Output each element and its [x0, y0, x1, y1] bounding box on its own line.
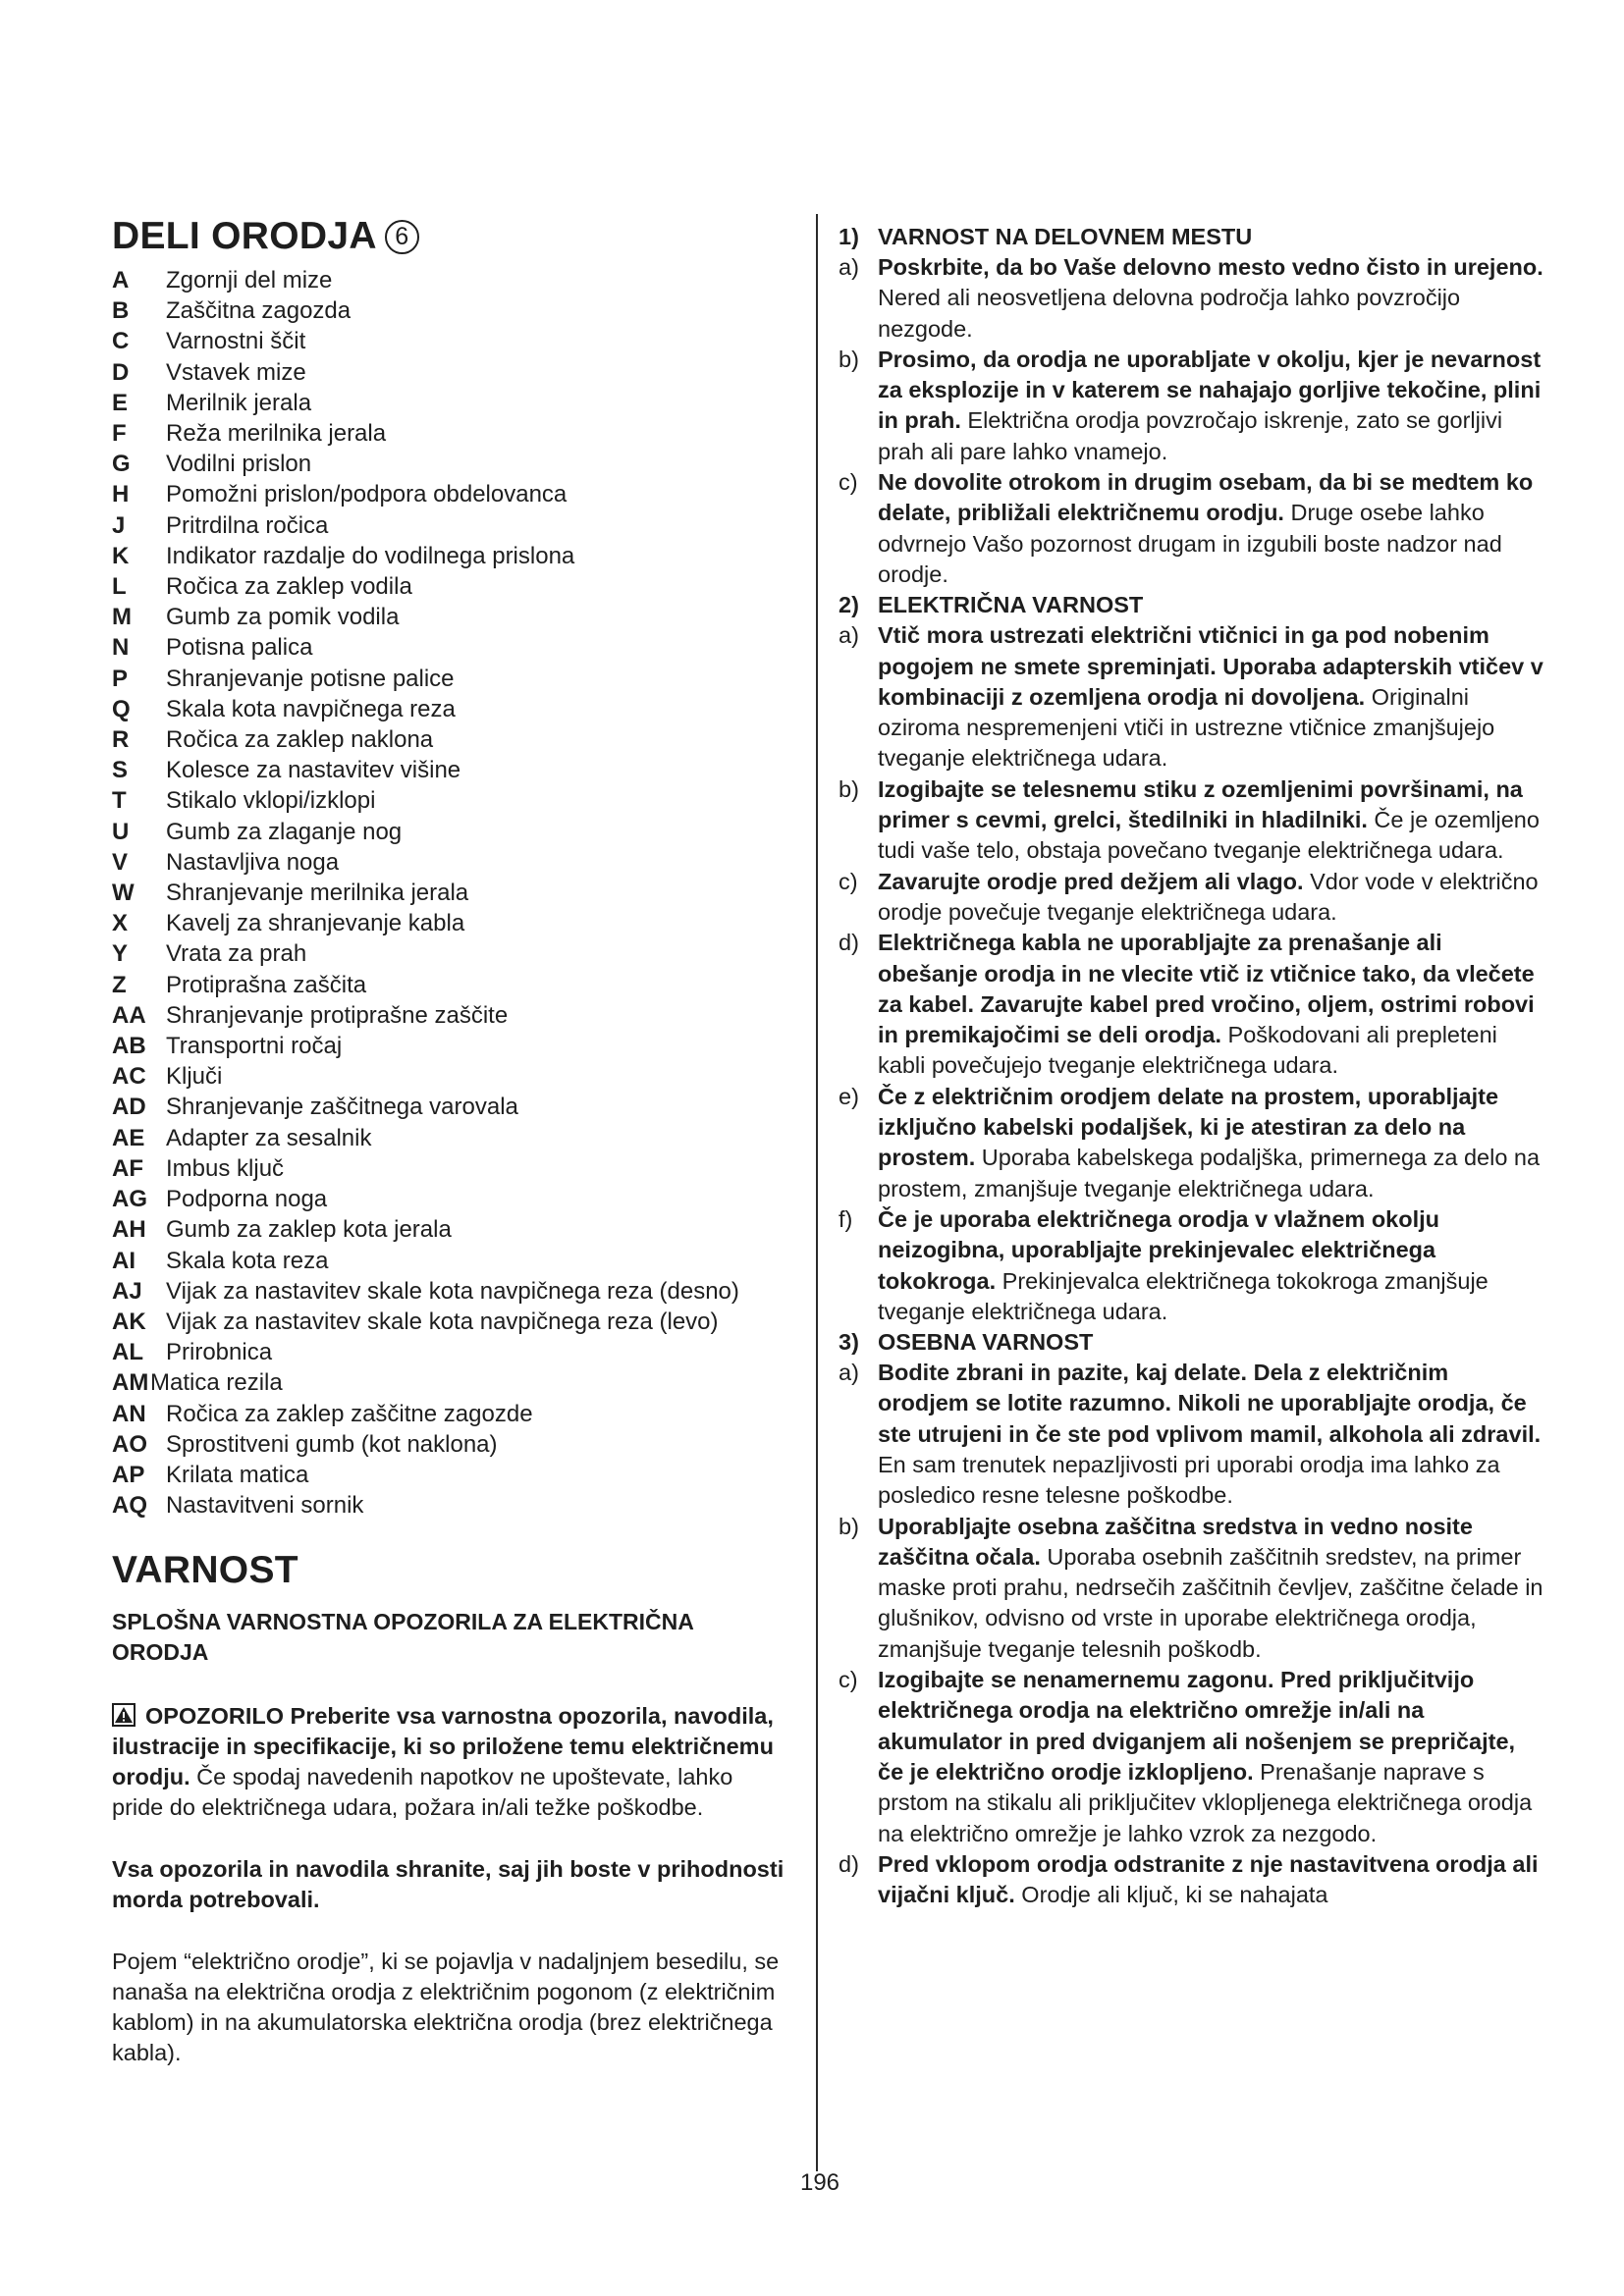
- section-number: 1): [839, 224, 859, 249]
- part-key: AE: [112, 1124, 145, 1151]
- part-item: [112, 388, 789, 418]
- part-key: B: [112, 297, 130, 325]
- item-bold-text: Če z električnim orodjem delate na prostem, uporabljajte izključno kabelski podaljšek, ki je atestiran za delo na prostem.: [878, 1083, 1499, 1171]
- part-key: M: [112, 604, 132, 631]
- part-label: Imbus ključ: [166, 1154, 285, 1182]
- part-label: Shranjevanje potisne palice: [166, 665, 455, 692]
- part-label: Indikator razdalje do vodilnega prislona: [166, 542, 575, 569]
- part-item: [112, 908, 789, 938]
- item-text: [878, 1665, 1545, 1849]
- part-item: [112, 724, 789, 755]
- safety-item: [839, 345, 1545, 467]
- item-text: [878, 1849, 1545, 1911]
- part-key: AN: [112, 1400, 146, 1427]
- part-label: Shranjevanje merilnika jerala: [166, 880, 469, 907]
- part-item: [112, 479, 789, 509]
- part-label: Vodilni prislon: [166, 451, 312, 478]
- part-key: A: [112, 267, 130, 294]
- item-normal-text: Uporaba kabelskega podaljška, primernega za delo na prostem, zmanjšuje tveganje električnega udara.: [878, 1145, 1541, 1201]
- section-number: 3): [839, 1329, 859, 1356]
- part-item: [112, 265, 789, 295]
- column-divider: [816, 214, 818, 2171]
- part-label: Ročica za zaklep zaščitne zagozde: [166, 1400, 533, 1427]
- part-label: Pritrdilna ročica: [166, 511, 329, 539]
- page-number: 196: [799, 2169, 840, 2196]
- part-label: Gumb za zaklep kota jerala: [166, 1216, 452, 1244]
- safety-heading: VARNOST: [112, 1549, 298, 1592]
- part-item: [112, 1367, 789, 1398]
- part-item: [112, 1490, 789, 1521]
- item-letter: c): [839, 1667, 858, 1693]
- part-key: Y: [112, 940, 129, 968]
- part-item: [112, 970, 789, 1000]
- part-label: Nastavljiva noga: [166, 848, 340, 876]
- part-item: [112, 1092, 789, 1122]
- part-item: [112, 847, 789, 878]
- part-item: [112, 1460, 789, 1490]
- item-normal-text: Nered ali neosvetljena delovna področja lahko povzročijo nezgode.: [878, 285, 1461, 342]
- part-label: Nastavitveni sornik: [166, 1492, 364, 1520]
- part-item: [112, 449, 789, 479]
- item-bold-text: Uporabljajte osebna zaščitna sredstva in vedno nosite zaščitna očala.: [878, 1513, 1473, 1570]
- part-label: Varnostni ščit: [166, 328, 306, 355]
- part-label: Merilnik jerala: [166, 389, 312, 416]
- item-letter: b): [839, 346, 859, 372]
- part-item: [112, 755, 789, 785]
- term-definition-note: Pojem “električno orodje”, ki se pojavlja v nadaljnjem besedilu, se nanaša na električna orodja z električnim pogonom (z električnim kablom) in na akumulatorska električna orodja (brez električnega kabla).: [112, 1949, 780, 2066]
- part-item: [112, 1307, 789, 1337]
- item-bold-text: Izogibajte se telesnemu stiku z ozemljenimi površinami, na primer s cevmi, grelci, štedilniki in hladilniki.: [878, 775, 1523, 833]
- part-key: S: [112, 757, 129, 784]
- item-text: [878, 1512, 1545, 1665]
- part-item: [112, 541, 789, 571]
- part-label: Vstavek mize: [166, 358, 306, 386]
- part-key: AP: [112, 1461, 145, 1488]
- safety-item: [839, 1204, 1545, 1327]
- item-text: [878, 345, 1545, 467]
- part-item: [112, 694, 789, 724]
- warning-normal-text: Če spodaj navedenih napotkov ne upoštevate, lahko pride do električnega udara, požara in/ali težke poškodbe.: [112, 1764, 733, 1821]
- item-normal-text: Prekinjevalca električnega tokokroga zmanjšuje tveganje električnega udara.: [878, 1267, 1489, 1324]
- part-item: [112, 1276, 789, 1307]
- part-label: Gumb za zlaganje nog: [166, 818, 403, 845]
- part-label: Podporna noga: [166, 1186, 328, 1213]
- part-key: W: [112, 880, 135, 907]
- item-letter: b): [839, 1513, 859, 1539]
- part-key: T: [112, 787, 127, 815]
- part-item: [112, 1153, 789, 1184]
- item-text: [878, 1358, 1545, 1511]
- part-item: [112, 571, 789, 602]
- part-item: [112, 664, 789, 694]
- part-item: [112, 510, 789, 541]
- part-item: [112, 295, 789, 326]
- part-key: R: [112, 726, 130, 754]
- item-normal-text: Vdor vode v električno orodje povečuje tveganje električnega udara.: [878, 868, 1539, 925]
- part-label: Sprostitveni gumb (kot naklona): [166, 1430, 498, 1458]
- part-label: Transportni ročaj: [166, 1033, 343, 1060]
- item-text: [878, 1204, 1545, 1327]
- part-label: Prirobnica: [166, 1339, 273, 1366]
- part-key: AO: [112, 1430, 147, 1458]
- item-text: [878, 1082, 1545, 1204]
- item-text: [878, 252, 1545, 345]
- part-key: V: [112, 848, 129, 876]
- item-normal-text: Prenašanje naprave s prstom na stikalu ali priključitev vklopljenega električnega orodja na električno omrežje je lahko vzrok za nezgodo.: [878, 1758, 1533, 1846]
- part-key: C: [112, 328, 130, 355]
- part-label: Shranjevanje protiprašne zaščite: [166, 1001, 509, 1029]
- item-bold-text: Ne dovolite otrokom in drugim osebam, da bi se medtem ko delate, približali električnemu orodju.: [878, 469, 1534, 526]
- part-label: Kavelj za shranjevanje kabla: [166, 910, 465, 937]
- item-letter: d): [839, 930, 859, 956]
- part-item: [112, 1214, 789, 1245]
- part-key: AB: [112, 1033, 146, 1060]
- item-bold-text: Prosimo, da orodja ne uporabljate v okolju, kjer je nevarnost za eksplozije in v katerem se nahajajo gorljive tekočine, plini in prah.: [878, 346, 1542, 434]
- item-bold-text: Če je uporaba električnega orodja v vlažnem okolju neizogibna, uporabljajte prekinjevalec električnega tokokroga.: [878, 1205, 1440, 1294]
- part-label: Skala kota navpičnega reza: [166, 695, 456, 722]
- part-key: AK: [112, 1308, 146, 1335]
- item-bold-text: Izogibajte se nenamernemu zagonu. Pred priključitvijo električnega orodja na električno omrežje in/ali na akumulator in pred dviganjem ali nošenjem se prepričajte, če je električno orodje izklopljeno.: [878, 1667, 1516, 1785]
- part-label: Pomožni prislon/podpora obdelovanca: [166, 481, 568, 508]
- item-normal-text: Če je ozemljeno tudi vaše telo, obstaja povečano tveganje električnega udara.: [878, 807, 1540, 864]
- item-normal-text: Orodje ali ključ, ki se nahajata: [1014, 1882, 1328, 1908]
- safety-item: [839, 1849, 1545, 1911]
- safety-item: [839, 1512, 1545, 1665]
- part-label: Skala kota reza: [166, 1247, 329, 1274]
- part-key: AH: [112, 1216, 146, 1244]
- item-letter: a): [839, 254, 859, 280]
- section-title: ELEKTRIČNA VARNOST: [878, 592, 1144, 618]
- right-column: [839, 222, 1545, 1910]
- part-label: Zaščitna zagozda: [166, 297, 352, 325]
- item-normal-text: Originalni oziroma nespremenjeni vtiči in ustrezne vtičnice zmanjšujejo tveganje električnega udara.: [878, 683, 1495, 772]
- safety-item: [839, 774, 1545, 867]
- part-key: AF: [112, 1154, 143, 1182]
- part-key: G: [112, 451, 131, 478]
- part-key: H: [112, 481, 130, 508]
- warning-triangle-icon: [112, 1703, 135, 1727]
- part-label: Stikalo vklopi/izklopi: [166, 787, 376, 815]
- item-text: [878, 867, 1545, 929]
- part-item: [112, 1184, 789, 1214]
- item-bold-text: Vtič mora ustrezati električni vtičnici in ga pod nobenim pogojem ne smete spreminjati. Uporaba adapterskih vtičev v kombinaciji z ozemljena orodja ni dovoljena.: [878, 622, 1543, 710]
- item-letter: a): [839, 1360, 859, 1386]
- section-heading: [839, 1327, 1545, 1358]
- part-item: [112, 632, 789, 663]
- warning-paragraph: [112, 1701, 789, 1823]
- item-bold-text: Poskrbite, da bo Vaše delovno mesto vedno čisto in urejeno.: [878, 254, 1543, 280]
- part-key: AJ: [112, 1277, 142, 1305]
- part-item: [112, 1031, 789, 1061]
- part-key: AC: [112, 1063, 146, 1091]
- part-item: [112, 938, 789, 969]
- part-key: AD: [112, 1094, 146, 1121]
- warning-bold-text: OPOZORILO Preberite vsa varnostna opozorila, navodila, ilustracije in specifikacije, ki so priložene temu električnemu orodju.: [112, 1703, 774, 1790]
- part-label: Vijak za nastavitev skale kota navpičnega reza (desno): [166, 1277, 739, 1305]
- item-letter: c): [839, 868, 858, 894]
- item-text: [878, 928, 1545, 1081]
- part-label: Vrata za prah: [166, 940, 307, 968]
- parts-list: [112, 265, 789, 1521]
- part-label: Potisna palica: [166, 634, 313, 662]
- figure-ref-badge: 6: [385, 220, 419, 254]
- part-key: U: [112, 818, 130, 845]
- item-letter: b): [839, 775, 859, 802]
- section-title: OSEBNA VARNOST: [878, 1329, 1094, 1356]
- safety-item: [839, 620, 1545, 774]
- part-key: N: [112, 634, 130, 662]
- safety-item: [839, 1665, 1545, 1849]
- section-title: VARNOST NA DELOVNEM MESTU: [878, 224, 1253, 249]
- general-warnings-heading: SPLOŠNA VARNOSTNA OPOZORILA ZA ELEKTRIČNA ORODJA: [112, 1609, 694, 1666]
- part-key: F: [112, 420, 127, 448]
- part-key: AI: [112, 1247, 135, 1274]
- part-label: Vijak za nastavitev skale kota navpičnega reza (levo): [166, 1308, 719, 1335]
- part-item: [112, 785, 789, 816]
- section-number: 2): [839, 592, 859, 618]
- parts-heading-text: DELI ORODJA: [112, 215, 377, 257]
- part-label: Reža merilnika jerala: [166, 420, 387, 448]
- part-label: Ročica za zaklep vodila: [166, 573, 412, 601]
- safety-item: [839, 252, 1545, 345]
- safety-item: [839, 467, 1545, 590]
- part-label: Kolesce za nastavitev višine: [166, 757, 461, 784]
- part-item: [112, 1000, 789, 1031]
- part-label: Shranjevanje zaščitnega varovala: [166, 1094, 518, 1121]
- item-normal-text: Uporaba osebnih zaščitnih sredstev, na primer maske proti prahu, nedrsečih zaščitnih čevljev, zaščitne čelade in glušnikov, odvisno od vrste in uporabe električnega orodja, zmanjšuje tveganje telesnih poškodb.: [878, 1543, 1543, 1662]
- part-label: Adapter za sesalnik: [166, 1124, 372, 1151]
- part-item: [112, 326, 789, 356]
- part-key: L: [112, 573, 127, 601]
- part-key: D: [112, 358, 130, 386]
- part-key: P: [112, 665, 129, 692]
- part-item: [112, 1399, 789, 1429]
- item-letter: c): [839, 469, 858, 496]
- part-label: Krilata matica: [166, 1461, 309, 1488]
- safety-item: [839, 867, 1545, 929]
- item-bold-text: Bodite zbrani in pazite, kaj delate. Dela z električnim orodjem se lotite razumno. Nikoli ne uporabljajte orodja, če ste utrujeni in če ste pod vplivom mamil, alkohola ali zdravil.: [878, 1360, 1542, 1447]
- item-normal-text: Poškodovani ali prepleteni kabli povečujejo tveganje električnega udara.: [878, 1022, 1497, 1079]
- item-letter: e): [839, 1083, 859, 1109]
- part-item: [112, 1429, 789, 1460]
- part-key: J: [112, 511, 126, 539]
- item-letter: a): [839, 622, 859, 649]
- part-label: Ročica za zaklep naklona: [166, 726, 434, 754]
- part-key: AM: [112, 1369, 149, 1397]
- item-letter: f): [839, 1205, 853, 1232]
- save-instructions-note: Vsa opozorila in navodila shranite, saj jih boste v prihodnosti morda potrebovali.: [112, 1856, 785, 1913]
- part-label: Matica rezila: [150, 1369, 283, 1397]
- part-item: [112, 817, 789, 847]
- part-key: AL: [112, 1339, 143, 1366]
- part-label: Zgornji del mize: [166, 267, 333, 294]
- part-label: Ključi: [166, 1063, 223, 1091]
- part-key: AA: [112, 1001, 146, 1029]
- part-key: E: [112, 389, 129, 416]
- part-item: [112, 1246, 789, 1276]
- part-key: AG: [112, 1186, 147, 1213]
- part-key: K: [112, 542, 130, 569]
- section-heading: [839, 222, 1545, 252]
- section-heading: [839, 590, 1545, 620]
- part-item: [112, 1061, 789, 1092]
- part-key: X: [112, 910, 129, 937]
- safety-item: [839, 1358, 1545, 1511]
- part-item: [112, 878, 789, 908]
- part-item: [112, 602, 789, 632]
- part-label: Protiprašna zaščita: [166, 971, 367, 998]
- part-key: Z: [112, 971, 127, 998]
- item-normal-text: Druge osebe lahko odvrnejo Vašo pozornost drugam in izgubili boste nadzor nad orodje.: [878, 500, 1502, 587]
- item-text: [878, 774, 1545, 867]
- item-normal-text: Električna orodja povzročajo iskrenje, zato se gorljivi prah ali pare lahko vnamejo.: [878, 407, 1503, 464]
- part-key: Q: [112, 695, 131, 722]
- item-bold-text: Električnega kabla ne uporabljajte za prenašanje ali obešanje orodja in ne vlecite vtič iz vtičnice tako, da vlečete za kabel. Zavarujte kabel pred vročino, oljem, ostrimi robovi in premikajočimi se deli orodja.: [878, 930, 1535, 1048]
- item-bold-text: Zavarujte orodje pred dežjem ali vlago.: [878, 868, 1304, 894]
- part-label: Gumb za pomik vodila: [166, 604, 400, 631]
- parts-heading: [112, 210, 789, 263]
- safety-item: [839, 928, 1545, 1081]
- safety-item: [839, 1082, 1545, 1204]
- item-normal-text: En sam trenutek nepazljivosti pri uporabi orodja ima lahko za posledico resne telesne poškodbe.: [878, 1451, 1500, 1509]
- part-item: [112, 1337, 789, 1367]
- part-item: [112, 1123, 789, 1153]
- item-letter: d): [839, 1850, 859, 1877]
- item-text: [878, 620, 1545, 774]
- part-key: AQ: [112, 1492, 147, 1520]
- part-item: [112, 418, 789, 449]
- item-text: [878, 467, 1545, 590]
- part-item: [112, 357, 789, 388]
- left-column: [112, 210, 789, 2068]
- item-bold-text: Pred vklopom orodja odstranite z nje nastavitvena orodja ali vijačni ključ.: [878, 1850, 1539, 1908]
